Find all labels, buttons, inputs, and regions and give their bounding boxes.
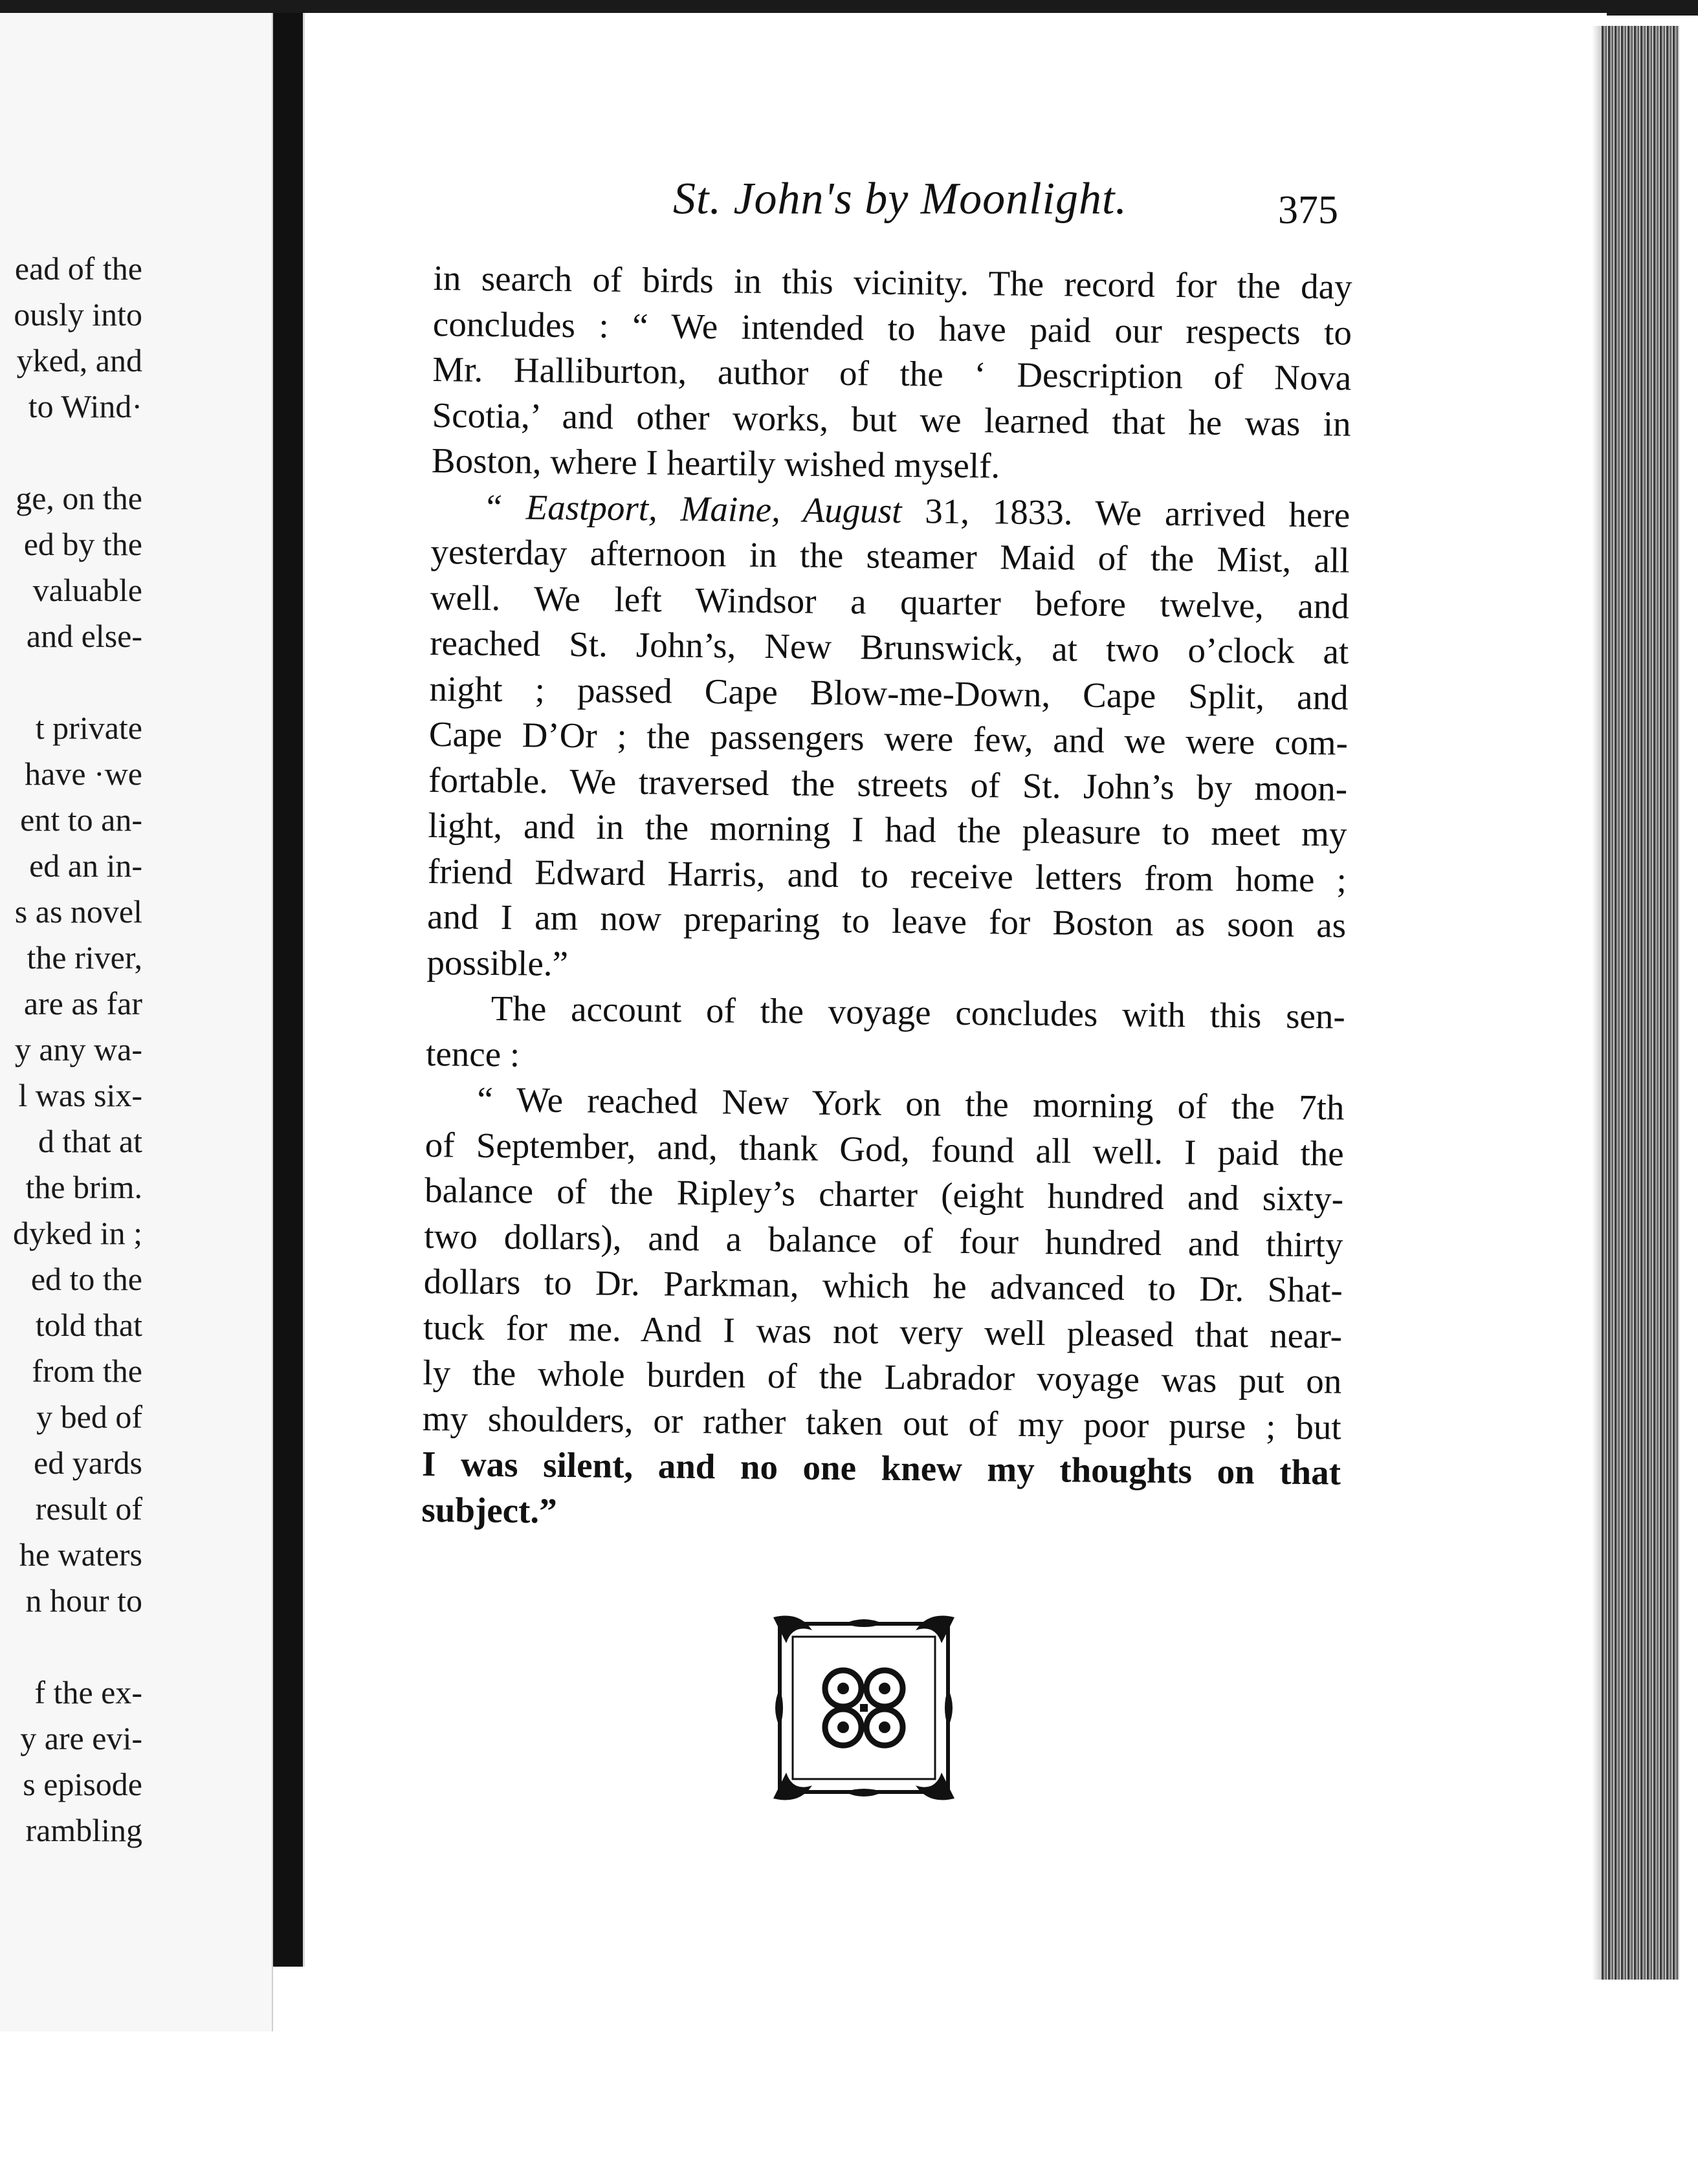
text-line: “ We reached New York on the morning of the 7th [477, 1079, 1345, 1128]
left-page-line: the river, [27, 939, 142, 976]
text-line: Scotia,’ and other works, but we learned that he was in [432, 395, 1351, 444]
text-line: ly the whole burden of the Labrador voyage was put on [423, 1352, 1342, 1401]
text-line: night ; passed Cape Blow-me-Down, Cape Split, and [429, 668, 1349, 717]
left-page-line: ent to an- [20, 802, 142, 838]
left-page-line: ed by the [23, 526, 142, 562]
left-page-line: y are evi- [20, 1720, 142, 1756]
left-page-line: rambling [25, 1812, 142, 1848]
left-page-line: ed an in- [29, 847, 142, 884]
left-page-line [0, 659, 142, 705]
text-line: Boston, where I heartily wished myself. [431, 440, 1000, 486]
left-page-line: f the ex- [34, 1674, 142, 1710]
text-line: of September, and, thank God, found all well. I paid the [424, 1124, 1345, 1174]
text-line: tuck for me. And I was not very well pleased that near- [423, 1307, 1343, 1356]
left-page-line: he waters [19, 1536, 142, 1573]
left-page-line: l was six- [18, 1077, 142, 1113]
text-line: yesterday afternoon in the steamer Maid of the Mist, all [430, 531, 1350, 580]
left-page-line: from the [32, 1353, 142, 1389]
left-page-line [0, 1624, 142, 1670]
dateline-text: 31, 1833. We arrived here [901, 490, 1351, 535]
text-line: light, and in the morning I had the pleasure to meet my [428, 805, 1347, 854]
text-line: subject.” [421, 1489, 557, 1531]
left-page-line: d that at [38, 1123, 142, 1159]
left-page-line: the brim. [25, 1169, 142, 1205]
text-line: reached St. John’s, New Brunswick, at two o’clock at [429, 622, 1349, 672]
text-line: Cape D’Or ; the passengers were few, and we were com- [428, 714, 1349, 763]
dateline [431, 483, 1351, 538]
paragraph-2 [426, 483, 1350, 994]
text-line: The account of the voyage concludes with this sen- [491, 988, 1346, 1036]
paragraph-3 [426, 985, 1345, 1086]
dateline-place: “ Eastport, Maine, August [482, 486, 902, 530]
left-page-line: valuable [32, 572, 142, 608]
text-line: balance of the Ripley’s charter (eight hundred and sixty- [424, 1170, 1344, 1219]
paragraph-1 [432, 256, 1352, 492]
text-line: tence : [425, 1033, 520, 1074]
left-page-line: have ·we [25, 756, 142, 792]
left-page-line: to Wind· [28, 388, 142, 424]
left-page-line: dyked in ; [13, 1215, 142, 1251]
text-line: and I am now preparing to leave for Boston as soon as [426, 896, 1347, 945]
left-page-line: and else- [26, 618, 142, 654]
running-head: St. John's by Moonlight. [673, 174, 1127, 224]
text-line: possible.” [426, 942, 569, 983]
left-page [0, 13, 273, 2031]
left-page-line: y bed of [36, 1399, 142, 1435]
left-page-line: s episode [23, 1766, 142, 1802]
paragraph-4 [421, 1076, 1345, 1542]
left-page-line: result of [35, 1491, 142, 1527]
left-page-line: ed yards [34, 1445, 142, 1481]
text-line: concludes : “ We intended to have paid our respects to [432, 303, 1352, 353]
text-line: fortable. We traversed the streets of St. John’s by moon- [428, 759, 1348, 809]
left-page-line: n hour to [25, 1582, 142, 1619]
text-line: two dollars), and a balance of four hundred and thirty [424, 1216, 1343, 1265]
text-line: dollars to Dr. Parkman, which he advanced to Dr. Shat- [423, 1261, 1343, 1310]
left-page-line: are as far [23, 985, 142, 1021]
page-edges [1602, 26, 1679, 1980]
left-page-line: ge, on the [16, 480, 142, 516]
left-page-line: told that [35, 1307, 142, 1343]
text-line: friend Edward Harris, and to receive letters from home ; [427, 851, 1347, 900]
ornament-icon [767, 1611, 961, 1805]
page-gutter [273, 13, 303, 1967]
text-line: my shoulders, or rather taken out of my poor purse ; but [422, 1398, 1341, 1447]
text-line: I was silent, and no one knew my thoughts on that [421, 1443, 1341, 1492]
text-line: Mr. Halliburton, author of the ‘ Description of Nova [432, 349, 1352, 398]
left-page-line: s as novel [14, 893, 142, 930]
left-page-line: ead of the [14, 250, 142, 287]
left-page-line: t private [35, 710, 142, 746]
left-page-line [0, 430, 142, 475]
body-text [421, 256, 1352, 1542]
left-page-line: ously into [14, 296, 142, 333]
left-page-text [0, 246, 142, 1853]
text-line: in search of birds in this vicinity. The record for the day [433, 257, 1352, 307]
left-page-line: y any wa- [14, 1031, 142, 1067]
text-line: well. We left Windsor a quarter before twelve, and [430, 577, 1350, 626]
left-page-line: ed to the [30, 1261, 142, 1297]
page-number: 375 [1278, 188, 1338, 232]
left-page-line: yked, and [16, 342, 142, 378]
